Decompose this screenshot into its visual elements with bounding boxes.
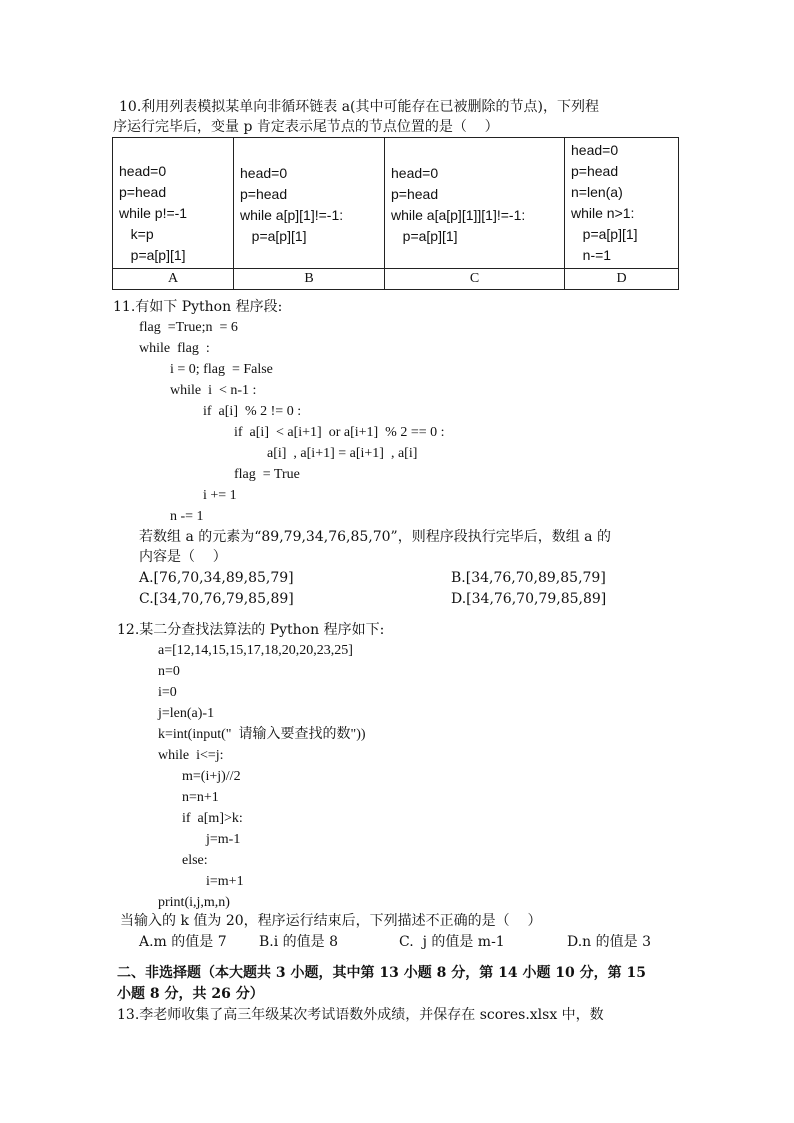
q12-code-line: a=[12,14,15,15,17,18,20,20,23,25] xyxy=(158,643,353,658)
q12-code-line: n=n+1 xyxy=(182,790,219,805)
q12-option-b: B.i 的值是 8 xyxy=(259,934,339,950)
q11-code-line: flag = True xyxy=(234,467,300,482)
q11-option-c: C.[34,70,76,79,85,89] xyxy=(139,591,294,607)
q13-stem-line1: 13.李老师收集了高三年级某次考试语数外成绩，并保存在 scores.xlsx 中，数 xyxy=(117,1007,604,1023)
q11-code-line: while i < n-1 : xyxy=(170,383,257,398)
q11-option-d: D.[34,76,70,79,85,89] xyxy=(451,591,607,607)
q10-stem-line1: 10.利用列表模拟某单向非循环链表 a(其中可能存在已被删除的节点)，下列程 xyxy=(119,99,599,115)
section2-heading-line1: 二、非选择题（本大题共 3 小题，其中第 13 小题 8 分，第 14 小题 10 分，第 15 xyxy=(117,965,647,981)
q10-option-c-label: C xyxy=(385,269,565,290)
q11-option-b: B.[34,76,70,89,85,79] xyxy=(451,570,606,586)
q11-code-line: if a[i] % 2 != 0 : xyxy=(203,404,302,419)
q12-code-line: j=m-1 xyxy=(206,832,241,847)
q11-code-line: n -= 1 xyxy=(170,509,204,524)
q10-option-b-label: B xyxy=(234,269,385,290)
q11-code-line: flag =True;n = 6 xyxy=(139,320,238,335)
q12-code-line: i=0 xyxy=(158,685,177,700)
q12-code-line: k=int(input(" 请输入要查找的数")) xyxy=(158,727,366,742)
q12-code-line: m=(i+j)//2 xyxy=(182,769,241,784)
q11-code-line: if a[i] < a[i+1] or a[i+1] % 2 == 0 : xyxy=(234,425,445,440)
q10-option-c-code: head=0 p=head while a[a[p][1]][1]!=-1: p=a[p][1] xyxy=(385,138,565,269)
q11-desc-line1: 若数组 a 的元素为“89,79,34,76,85,70”，则程序段执行完毕后，数组 a 的 xyxy=(139,529,611,545)
q12-desc: 当输入的 k 值为 20，程序运行结束后，下列描述不正确的是（ ） xyxy=(120,913,542,929)
q10-option-a-code: head=0 p=head while p!=-1 k=p p=a[p][1] xyxy=(113,138,234,269)
q10-option-b-code: head=0 p=head while a[p][1]!=-1: p=a[p][1] xyxy=(234,138,385,269)
q12-code-line: print(i,j,m,n) xyxy=(158,895,230,910)
q12-code-line: else: xyxy=(182,853,208,868)
q10-stem-line2: 序运行完毕后，变量 p 肯定表示尾节点的节点位置的是（ ） xyxy=(113,119,499,135)
q12-title: 12.某二分查找法算法的 Python 程序如下: xyxy=(117,622,385,638)
q11-title: 11.有如下 Python 程序段: xyxy=(113,299,283,315)
q11-code-line: i += 1 xyxy=(203,488,237,503)
q11-desc-line2: 内容是（ ） xyxy=(139,549,227,565)
q12-code-line: if a[m]>k: xyxy=(182,811,243,826)
q12-option-d: D.n 的值是 3 xyxy=(567,934,651,950)
q11-code-line: i = 0; flag = False xyxy=(170,362,273,377)
q12-code-line: while i<=j: xyxy=(158,748,224,763)
q11-code-line: a[i] , a[i+1] = a[i+1] , a[i] xyxy=(267,446,418,461)
q12-code-line: n=0 xyxy=(158,664,180,679)
q10-option-a-label: A xyxy=(113,269,234,290)
q11-code-line: while flag : xyxy=(139,341,210,356)
q12-code-line: j=len(a)-1 xyxy=(158,706,215,721)
q12-code-line: i=m+1 xyxy=(206,874,244,889)
q12-option-a: A.m 的值是 7 xyxy=(139,934,227,950)
q10-option-d-code: head=0 p=head n=len(a) while n>1: p=a[p][1] n-=1 xyxy=(565,138,679,269)
q10-option-d-label: D xyxy=(565,269,679,290)
q11-option-a: A.[76,70,34,89,85,79] xyxy=(139,570,294,586)
q12-option-c: C. j 的值是 m-1 xyxy=(399,934,505,950)
section2-heading-line2: 小题 8 分，共 26 分） xyxy=(117,986,264,1002)
q10-options-table xyxy=(112,137,679,290)
